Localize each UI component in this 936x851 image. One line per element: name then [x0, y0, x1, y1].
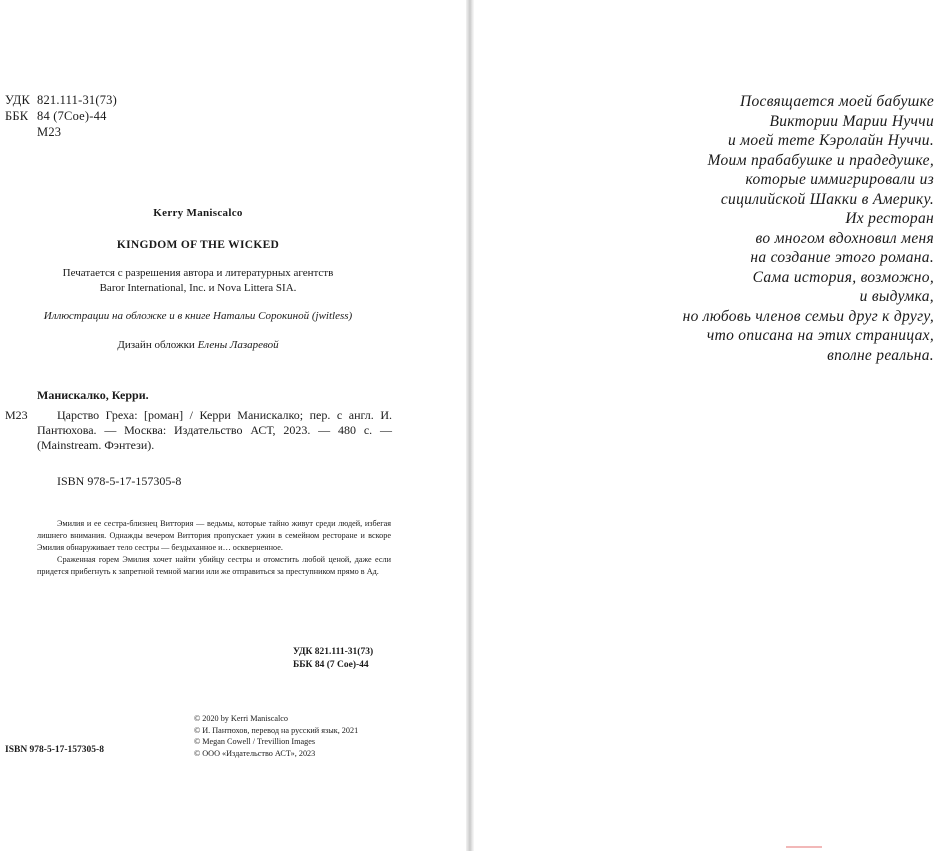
design-prefix: Дизайн обложки — [117, 339, 195, 351]
dedication-line: вполне реальна. — [827, 346, 934, 364]
annotation — [37, 518, 391, 578]
isbn-footer: ISBN 978-5-17-157305-8 — [5, 745, 104, 755]
title-english: KINGDOM OF THE WICKED — [116, 239, 280, 251]
author-russian: Манискалко, Керри. — [37, 388, 149, 402]
copyright-line-4: © ООО «Издательство АСТ», 2023 — [194, 748, 316, 758]
permission-line-1: Печатается с разрешения автора и литературных агентств — [62, 267, 334, 279]
author-mark-value: М23 — [37, 125, 62, 139]
annotation-paragraph-1: Эмилия и ее сестра-близнец Виттория — ведьмы, которые тайно живут среди людей, избегая лишнего внимания. Однажды вечером Виттория пропускает ужин в семейном ресторане и вскоре Эмилия обнаруживает тело сестры — бездыханное и… оскверненное. — [37, 519, 391, 552]
bbk-footer: ББК 84 (7 Сое)-44 — [293, 660, 369, 670]
dedication-line: Виктории Марии Нуччи — [769, 112, 934, 130]
author-english: Kerry Maniscalco — [153, 207, 243, 219]
permission-line-2: Baror International, Inc. и Nova Littera SIA. — [99, 282, 297, 294]
dedication-line: и выдумка, — [859, 288, 934, 305]
bibliographic-record — [37, 408, 392, 453]
udk-value: 821.111-31(73) — [37, 93, 117, 107]
bibliographic-text: Царство Греха: [роман] / Керри Манискалко; пер. с англ. И. Пантюхова. — Москва: Издательство АСТ, 2023. — 480 с. — (Mainstream. Фэнтези). — [37, 408, 392, 452]
illustrations-credit: Иллюстрации на обложке и в книге Натальи Сорокиной (jwitless) — [43, 310, 353, 322]
dedication-line: что описана на этих страницах, — [706, 327, 934, 344]
imprint-page — [0, 0, 466, 851]
bbk-label: ББК — [5, 109, 29, 123]
dedication — [554, 92, 934, 365]
designer-name: Елены Лазаревой — [197, 339, 279, 351]
dedication-line: Их ресторан — [845, 210, 934, 227]
udk-label: УДК — [5, 93, 31, 107]
dedication-line: которые иммигрировали из — [745, 171, 934, 188]
dedication-page — [474, 0, 936, 851]
dedication-line: но любовь членов семьи друг к другу, — [682, 307, 934, 325]
dedication-line: сицилийской Шакки в Америку. — [720, 190, 934, 208]
copyright-block — [194, 713, 358, 759]
annotation-paragraph-2: Сраженная горем Эмилия хочет найти убийцу сестры и отомстить любой ценой, даже если придется прибегнуть к запретной темной магии или же отправиться за преступником прямо в Ад. — [37, 555, 391, 576]
call-mark: М23 — [5, 408, 28, 422]
classification-footer — [293, 646, 373, 672]
dedication-line: Моим прабабушке и прадедушке, — [707, 151, 934, 169]
copyright-line-1: © 2020 by Kerri Maniscalco — [194, 714, 288, 723]
isbn-record: ISBN 978-5-17-157305-8 — [57, 474, 182, 488]
bbk-line — [5, 108, 107, 124]
cover-design-credit — [0, 339, 396, 351]
author-mark-line — [5, 124, 61, 140]
dedication-line: Сама история, возможно, — [752, 268, 934, 286]
copyright-line-3: © Megan Cowell / Trevillion Images — [194, 737, 316, 746]
dedication-line: Посвящается моей бабушке — [739, 93, 934, 110]
dedication-line: и моей тете Кэролайн Нуччи. — [727, 132, 934, 149]
scan-mark — [786, 846, 822, 848]
copyright-line-2: © И. Пантюхов, перевод на русский язык, 2021 — [194, 725, 359, 735]
udk-line — [5, 92, 117, 108]
udk-footer: УДК 821.111-31(73) — [293, 647, 374, 657]
book-gutter — [466, 0, 474, 851]
bbk-value: 84 (7Сое)-44 — [37, 109, 107, 123]
dedication-line: во многом вдохновил меня — [755, 229, 934, 247]
dedication-line: на создание этого романа. — [750, 249, 934, 266]
permission-notice — [0, 266, 396, 296]
